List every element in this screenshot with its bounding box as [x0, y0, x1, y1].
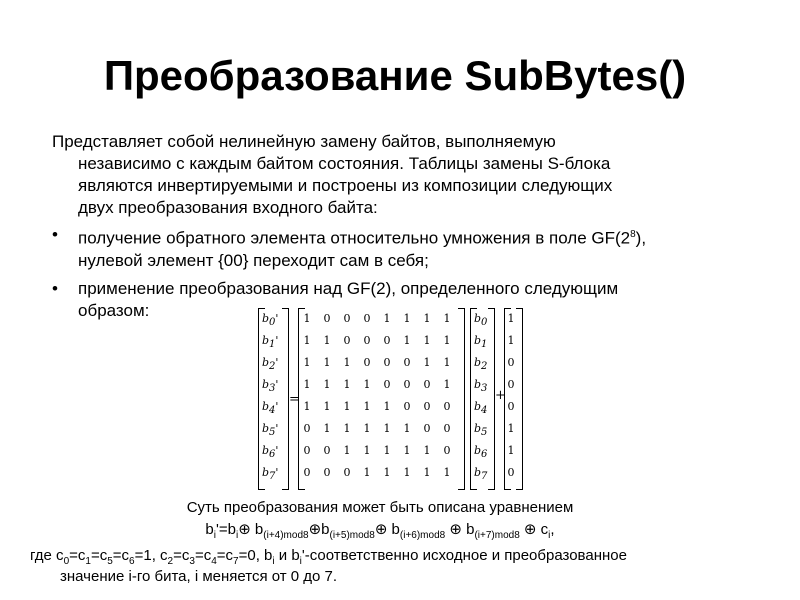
matrix-cell: 0	[403, 400, 411, 413]
constant-cell: 0	[507, 378, 515, 391]
matrix-cell: 1	[303, 312, 311, 325]
bullet-marker: •	[52, 278, 58, 298]
matrix-cell: 0	[323, 466, 331, 479]
matrix-bracket	[458, 308, 465, 490]
intro-line: являются инвертируемыми и построены из композиции следующих	[78, 176, 613, 195]
bullet-line: нулевой элемент {00} переходит сам в себя;	[78, 250, 429, 270]
matrix-cell: 0	[403, 378, 411, 391]
equals-sign: =	[289, 392, 300, 407]
lhs-entry: $b_2'$	[262, 356, 279, 373]
matrix-cell: 0	[343, 312, 351, 325]
bullet-marker: •	[52, 225, 58, 244]
constant-cell: 0	[507, 356, 515, 369]
matrix-cell: 1	[303, 400, 311, 413]
bullet-text-tail: ),	[635, 228, 647, 248]
matrix-cell: 0	[343, 334, 351, 347]
matrix-cell: 1	[343, 400, 351, 413]
matrix-cell: 1	[403, 422, 411, 435]
bullet-line	[78, 224, 782, 250]
matrix-cell: 1	[303, 334, 311, 347]
matrix-cell: 0	[303, 422, 311, 435]
matrix-cell: 1	[363, 422, 371, 435]
bullet-list	[52, 224, 782, 328]
equation-line: $b_i'=b_i\oplus$ $b_{(i+4)mod8}\oplus b_{(i+5)mod8}\oplus$ $b_{(i+6)mod8}$ ⊕ $b_{(i+7)mod8}$ ⊕ $c_i$,	[205, 521, 555, 541]
matrix-cell: 1	[383, 312, 391, 325]
matrix-cell: 0	[403, 356, 411, 369]
constant-cell: 1	[507, 312, 515, 325]
rhs-entry: $b_7$	[474, 466, 488, 483]
bullet-line: образом:	[78, 300, 150, 320]
matrix-cell: 1	[423, 312, 431, 325]
intro-line: Представляет собой нелинейную замену байтов, выполняемую	[52, 132, 556, 151]
matrix-cell: 0	[443, 444, 451, 457]
matrix-cell: 1	[443, 378, 451, 391]
matrix-cell: 1	[303, 378, 311, 391]
intro-paragraph	[52, 131, 772, 219]
matrix-cell: 0	[383, 356, 391, 369]
matrix-cell: 1	[423, 466, 431, 479]
matrix-cell: 1	[443, 312, 451, 325]
lhs-entry: $b_4'$	[262, 400, 279, 417]
matrix-cell: 1	[423, 444, 431, 457]
matrix-cell: 0	[363, 334, 371, 347]
lhs-entry: $b_0'$	[262, 312, 279, 329]
matrix-cell: 1	[323, 356, 331, 369]
matrix-cell: 1	[323, 422, 331, 435]
constant-cell: 0	[507, 466, 515, 479]
matrix-cell: 0	[303, 466, 311, 479]
matrix-cell: 1	[423, 334, 431, 347]
matrix-cell: 1	[363, 466, 371, 479]
lhs-entry: $b_6'$	[262, 444, 279, 461]
summary-line: Суть преобразования может быть описана уравнением	[186, 499, 574, 516]
plus-sign: +	[495, 388, 506, 403]
bullet-text: получение обратного элемента относительно умножения в поле GF(2	[78, 228, 631, 248]
matrix-cell: 1	[443, 466, 451, 479]
matrix-cell: 1	[343, 444, 351, 457]
matrix-cell: 1	[303, 356, 311, 369]
matrix-cell: 1	[443, 334, 451, 347]
bullet-line: применение преобразования над GF(2), определенного следующим	[78, 278, 619, 298]
constant-cell: 1	[507, 422, 515, 435]
matrix-cell: 1	[383, 466, 391, 479]
matrix-cell: 1	[443, 356, 451, 369]
matrix-cell: 0	[303, 444, 311, 457]
matrix-cell: 1	[423, 356, 431, 369]
summary-line: значение i-го бита, i меняется от 0 до 7.	[60, 568, 338, 585]
matrix-cell: 1	[363, 378, 371, 391]
lhs-entry: $b_7'$	[262, 466, 279, 483]
intro-line: двух преобразования входного байта:	[78, 198, 378, 217]
matrix-cell: 0	[383, 378, 391, 391]
definition-line: где $c_0=c_1=c_5=c_6=1$, $c_2=c_3=c_4=c_7=0$, $b_i$ и $b_i'$-соответственно исходное и преобразованное	[30, 547, 627, 567]
matrix-cell: 1	[403, 334, 411, 347]
constant-cell: 0	[507, 400, 515, 413]
rhs-entry: $b_0$	[474, 312, 488, 329]
rhs-entry: $b_5$	[474, 422, 488, 439]
matrix-cell: 1	[343, 378, 351, 391]
matrix-cell: 1	[323, 400, 331, 413]
lhs-entry: $b_1'$	[262, 334, 279, 351]
matrix-cell: 1	[383, 444, 391, 457]
constant-cell: 1	[507, 334, 515, 347]
matrix-cell: 0	[363, 356, 371, 369]
matrix-cell: 0	[363, 312, 371, 325]
matrix-cell: 0	[423, 400, 431, 413]
matrix-cell: 1	[323, 378, 331, 391]
rhs-entry: $b_2$	[474, 356, 488, 373]
matrix-cell: 1	[383, 422, 391, 435]
superscript: 8	[630, 229, 636, 240]
matrix-cell: 0	[423, 422, 431, 435]
matrix-cell: 1	[363, 444, 371, 457]
bullet-item	[52, 278, 782, 322]
matrix-cell: 0	[423, 378, 431, 391]
matrix-cell: 0	[323, 444, 331, 457]
rhs-entry: $b_1$	[474, 334, 488, 351]
matrix-cell: 0	[383, 334, 391, 347]
matrix-cell: 1	[343, 422, 351, 435]
bullet-item	[52, 224, 782, 272]
constant-cell: 1	[507, 444, 515, 457]
intro-line: независимо с каждым байтом состояния. Таблицы замены S-блока	[78, 154, 611, 173]
matrix-cell: 1	[323, 334, 331, 347]
lhs-entry: $b_3'$	[262, 378, 279, 395]
matrix-cell: 1	[383, 400, 391, 413]
matrix-cell: 1	[403, 312, 411, 325]
matrix-cell: 1	[403, 444, 411, 457]
matrix-cell: 1	[343, 356, 351, 369]
matrix-cell: 1	[403, 466, 411, 479]
rhs-entry: $b_4$	[474, 400, 488, 417]
matrix-cell: 0	[323, 312, 331, 325]
matrix-cell: 0	[443, 400, 451, 413]
rhs-entry: $b_3$	[474, 378, 488, 395]
matrix-cell: 0	[343, 466, 351, 479]
page-title: Преобразование SubBytes()	[103, 52, 687, 99]
rhs-entry: $b_6$	[474, 444, 488, 461]
matrix-cell: 0	[443, 422, 451, 435]
lhs-entry: $b_5'$	[262, 422, 279, 439]
matrix-cell: 1	[363, 400, 371, 413]
